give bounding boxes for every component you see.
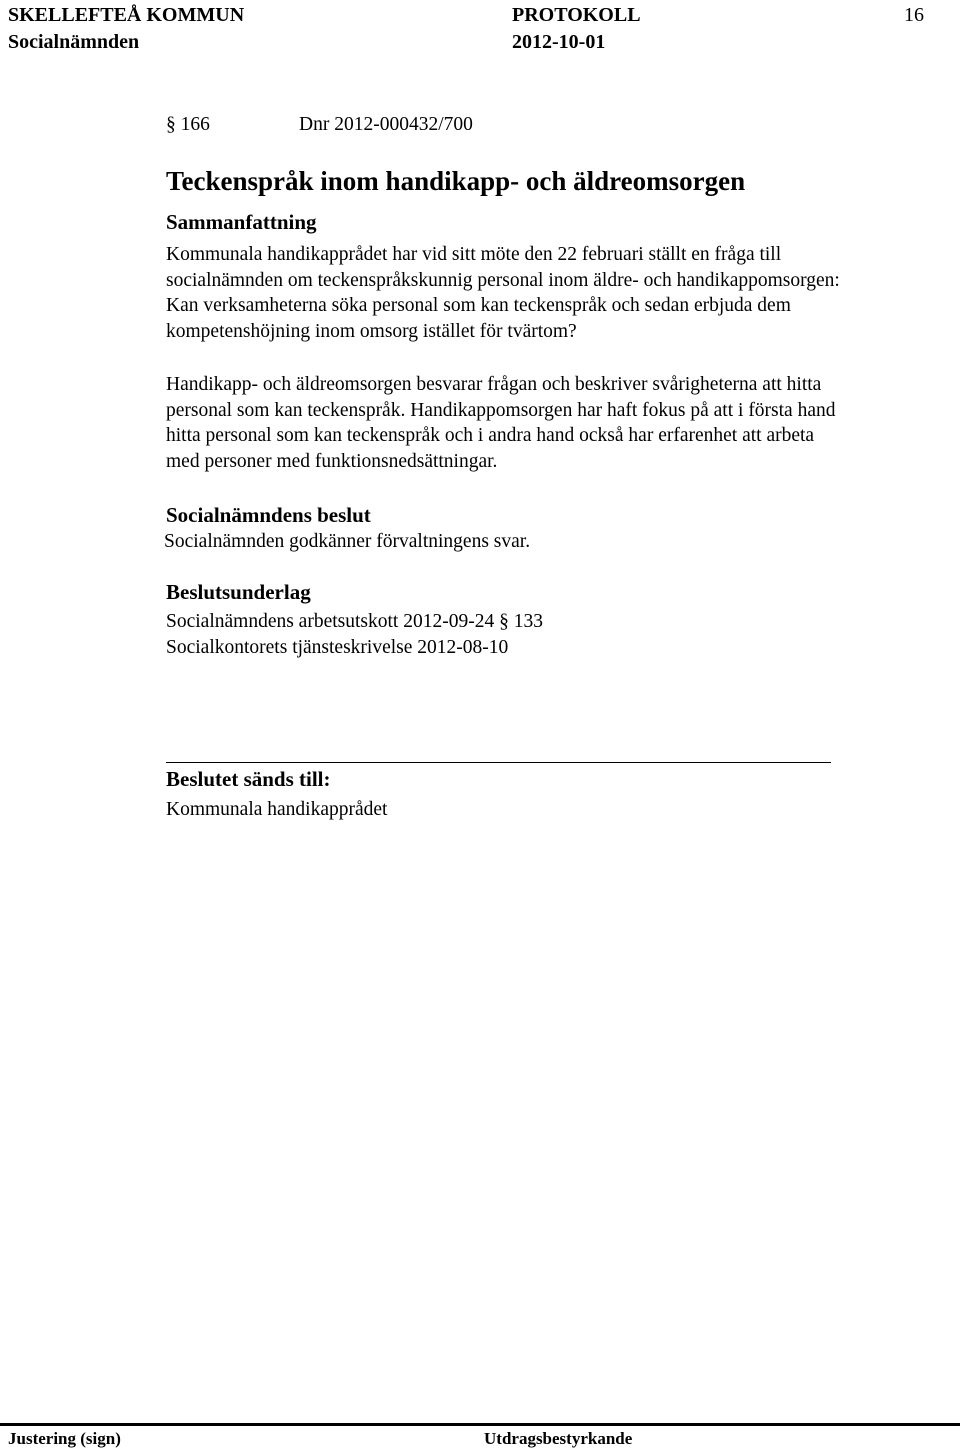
page-title: Teckenspråk inom handikapp- och äldreomsorgen xyxy=(166,166,746,196)
signature-rule xyxy=(166,762,831,763)
basis-heading: Beslutsunderlag xyxy=(166,580,311,604)
header-org: SKELLEFTEÅ KOMMUN xyxy=(8,4,245,26)
paragraph-ref: § 166 xyxy=(166,114,210,135)
dnr: Dnr 2012-000432/700 xyxy=(299,114,473,135)
sent-to-recipient: Kommunala handikapprådet xyxy=(166,799,388,820)
text-line: personal som kan teckenspråk. Handikappomsorgen har haft fokus på att i första hand xyxy=(166,399,836,421)
decision-text: Socialnämnden godkänner förvaltningens svar. xyxy=(164,531,531,552)
summary-paragraph-1 xyxy=(166,242,936,345)
header-date: 2012-10-01 xyxy=(512,31,606,53)
text-line: med personer med funktionsnedsättningar. xyxy=(166,451,498,473)
header-committee: Socialnämnden xyxy=(8,31,140,53)
text-line: hitta personal som kan teckenspråk och i andra hand också har erfarenhet att arbeta xyxy=(166,425,815,447)
header-page-number: 16 xyxy=(904,4,924,26)
decision-heading: Socialnämndens beslut xyxy=(166,503,371,527)
basis-item: Socialkontorets tjänsteskrivelse 2012-08-10 xyxy=(166,637,509,658)
summary-heading: Sammanfattning xyxy=(166,210,317,234)
text-line: Kommunala handikapprådet har vid sitt möte den 22 februari ställt en fråga till xyxy=(166,244,782,265)
text-line: socialnämnden om teckenspråkskunnig personal inom äldre- och handikappomsorgen: xyxy=(166,269,840,291)
header-doc-type: PROTOKOLL xyxy=(512,4,641,26)
footer-utdragsbestyrkande: Utdragsbestyrkande xyxy=(484,1429,633,1448)
text-line: Kan verksamheterna söka personal som kan teckenspråk och sedan erbjuda dem xyxy=(166,295,791,317)
footer-justering: Justering (sign) xyxy=(8,1429,121,1448)
summary-paragraph-2 xyxy=(166,372,936,475)
footer-rule xyxy=(0,1423,960,1426)
text-line: kompetenshöjning inom omsorg istället för tvärtom? xyxy=(166,321,577,343)
text-line: Handikapp- och äldreomsorgen besvarar frågan och beskriver svårigheterna att hitta xyxy=(166,374,822,395)
basis-item: Socialnämndens arbetsutskott 2012-09-24 § 133 xyxy=(166,611,543,632)
sent-to-heading: Beslutet sänds till: xyxy=(166,767,331,791)
